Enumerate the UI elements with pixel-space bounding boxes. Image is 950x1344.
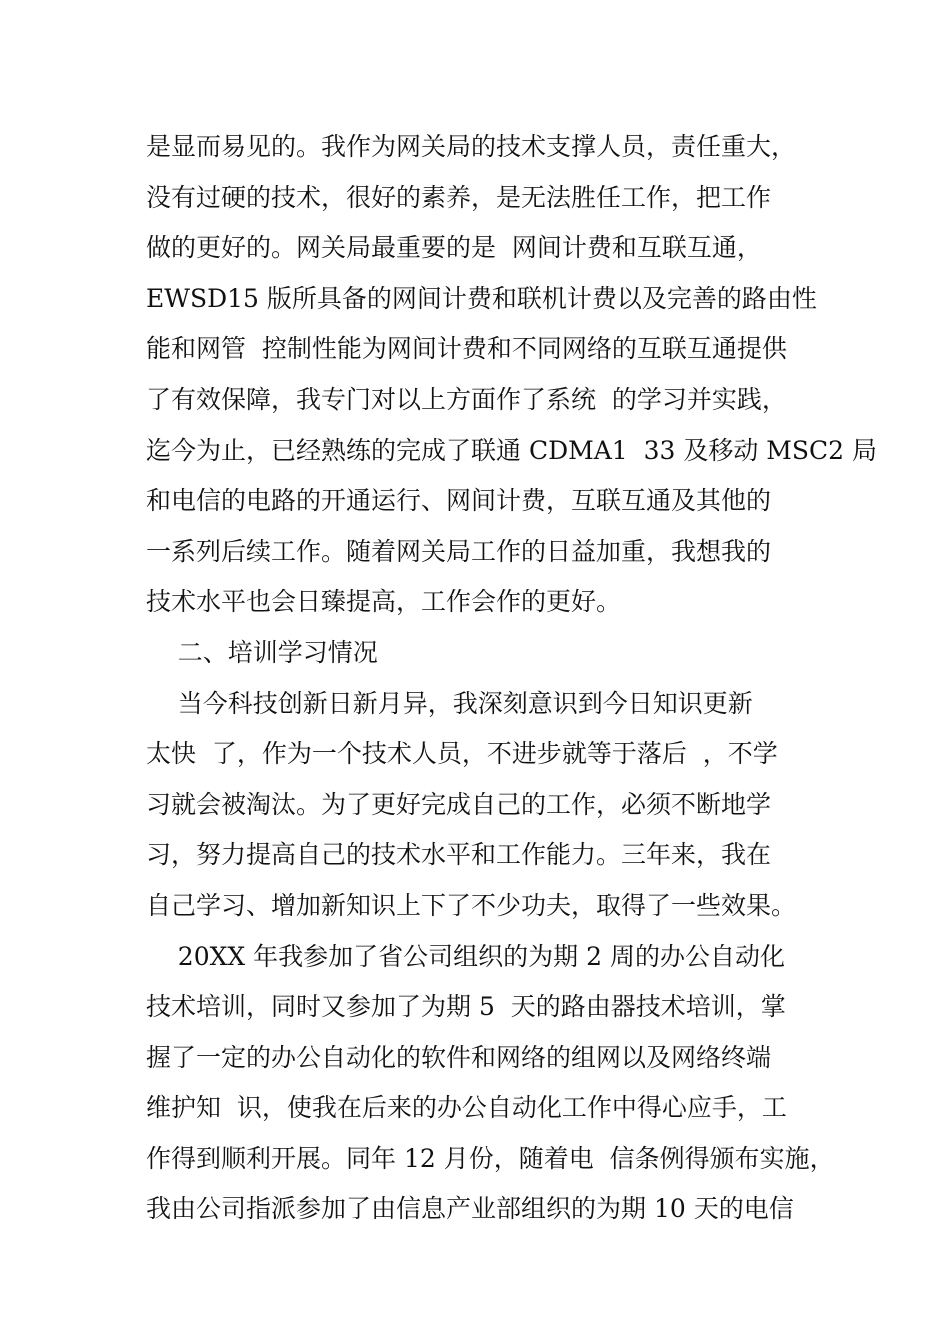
text-line: 是显而易见的。我作为网关局的技术支撑人员，责任重大，	[146, 132, 797, 161]
text-line: 没有过硬的技术，很好的素养，是无法胜任工作，把工作	[146, 182, 772, 212]
text-line: 自己学习、增加新知识上下了不少功夫，取得了一些效果。	[146, 890, 797, 920]
text-line: 当今科技创新日新月异，我深刻意识到今日知识更新	[146, 688, 753, 718]
text-line: 20XX 年我参加了省公司组织的为期 2 周的办公自动化	[146, 941, 785, 971]
text-line: 太快 了，作为一个技术人员，不进步就等于落后 ，不学	[146, 739, 778, 769]
text-line: 一系列后续工作。随着网关局工作的日益加重，我想我的	[146, 536, 772, 566]
text-line: 技术水平也会日臻提高，工作会作的更好。	[146, 587, 622, 617]
body-text	[146, 122, 877, 1235]
text-line: 迄今为止，已经熟练的完成了联通 CDMA1 33 及移动 MSC2 局	[146, 435, 877, 465]
text-line: EWSD15 版所具备的网间计费和联机计费以及完善的路由性	[146, 283, 817, 313]
text-line: 握了一定的办公自动化的软件和网络的组网以及网络终端	[146, 1042, 772, 1072]
text-line: 做的更好的。网关局最重要的是 网间计费和互联互通，	[146, 233, 762, 263]
section-heading: 二、培训学习情况	[146, 637, 378, 667]
text-line: 能和网管 控制性能为网间计费和不同网络的互联互通提供	[146, 334, 787, 364]
text-line: 作得到顺利开展。同年 12 月份，随着电 信条例得颁布实施，	[146, 1143, 835, 1173]
text-line: 习，努力提高自己的技术水平和工作能力。三年来，我在	[146, 840, 772, 870]
text-line: 我由公司指派参加了由信息产业部组织的为期 10 天的电信	[146, 1194, 794, 1224]
text-line: 和电信的电路的开通运行、网间计费，互联互通及其他的	[146, 486, 772, 516]
text-line: 习就会被淘汰。为了更好完成自己的工作，必须不断地学	[146, 789, 772, 819]
text-line: 维护知 识，使我在后来的办公自动化工作中得心应手，工	[146, 1093, 787, 1123]
text-line: 技术培训，同时又参加了为期 5 天的路由器技术培训，掌	[146, 992, 786, 1022]
text-line: 了有效保障，我专门对以上方面作了系统 的学习并实践，	[146, 384, 787, 414]
